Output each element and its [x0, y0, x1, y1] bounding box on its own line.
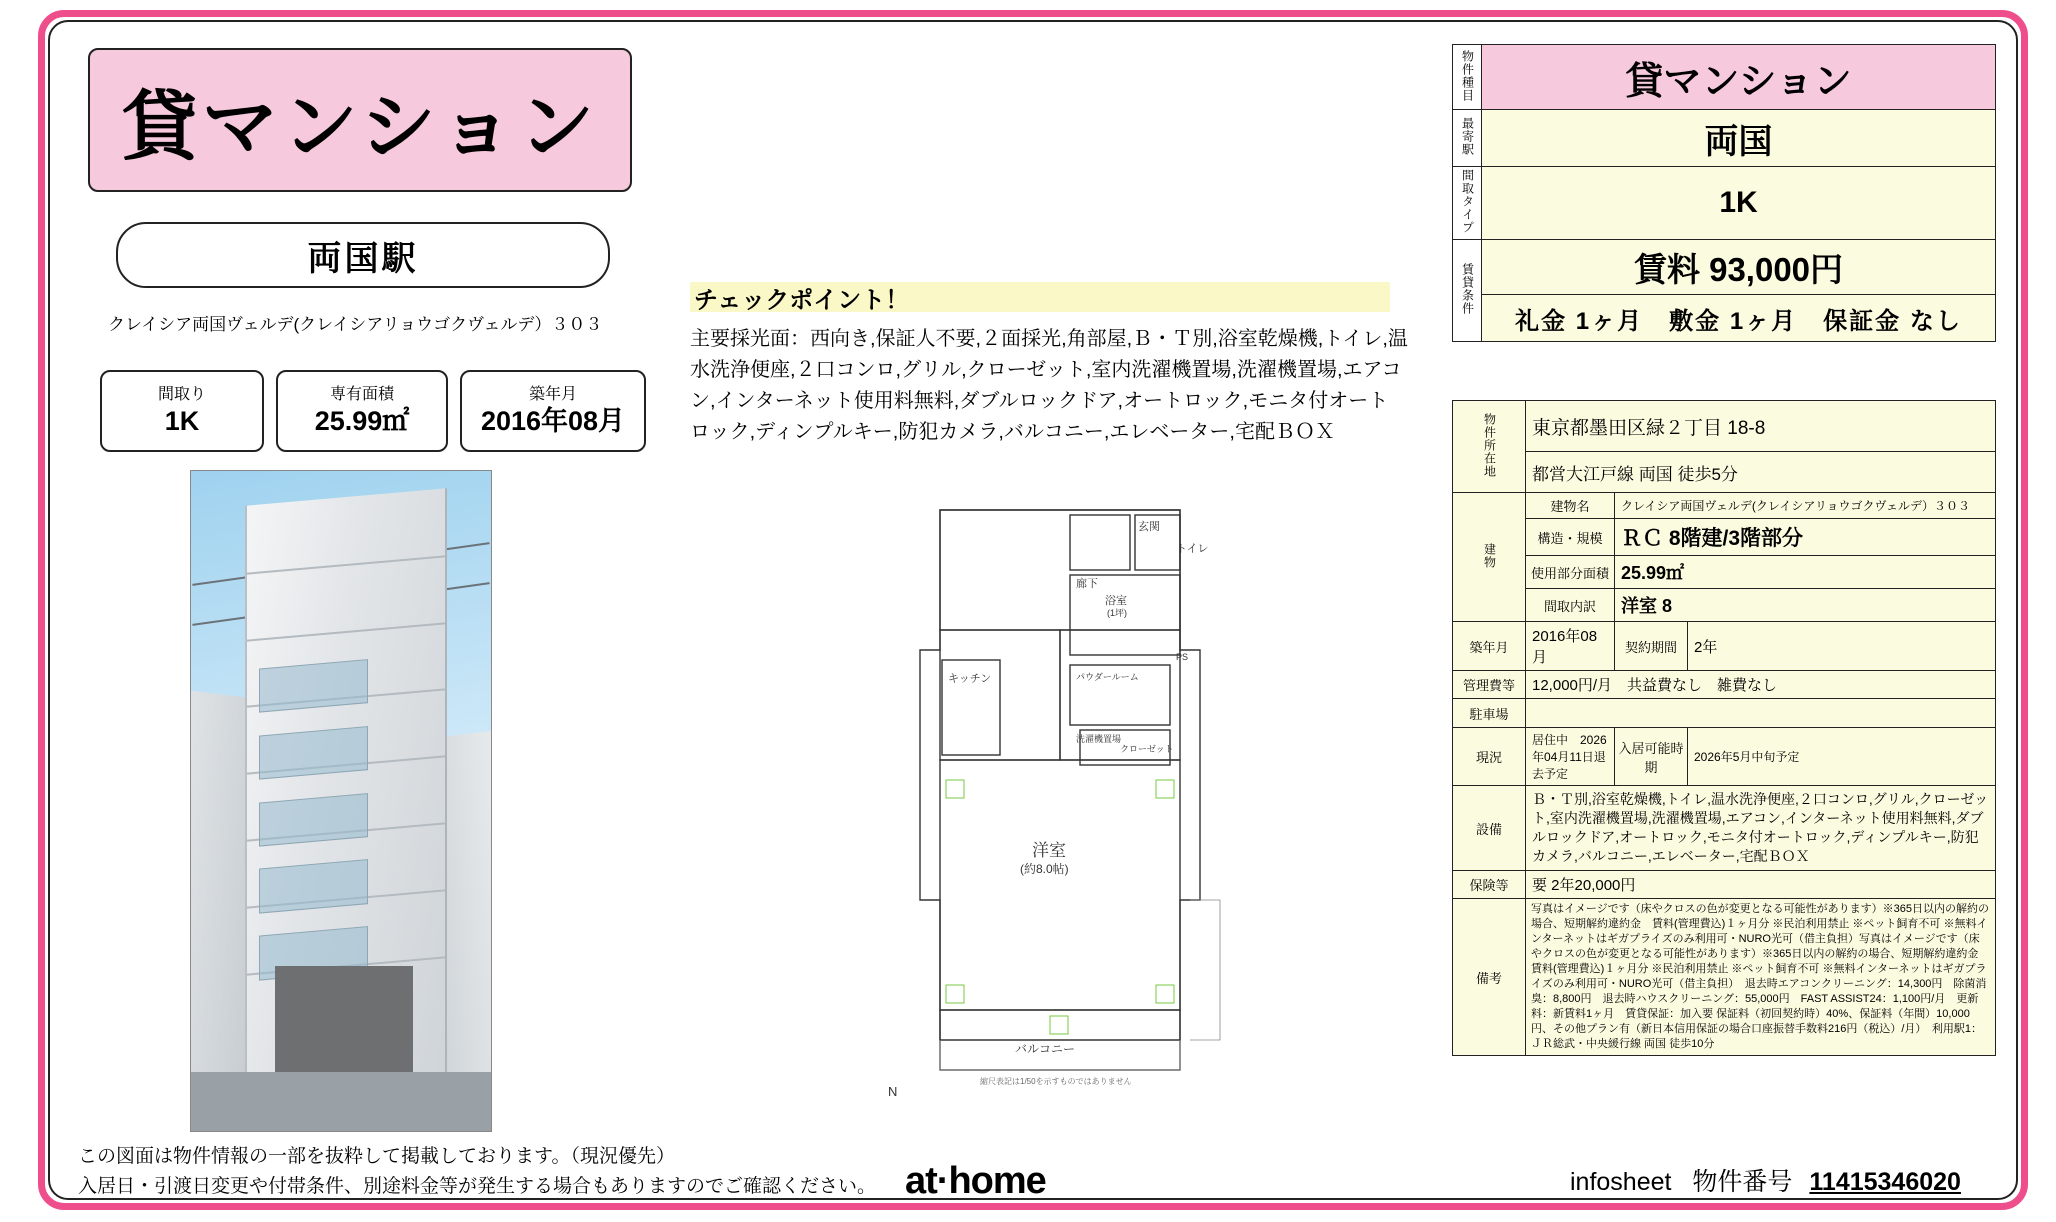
spec-row	[100, 370, 660, 448]
plan-room-kitchen: キッチン	[948, 673, 992, 685]
summary-value-madori: 1K	[1482, 167, 1996, 240]
detail-value-movein: 2026年5月中旬予定	[1688, 728, 1996, 786]
plan-room-rouka: 廊下	[1076, 578, 1098, 590]
footer-note-line1: この図面は物件情報の一部を抜粋して掲載しております。（現況優先）	[78, 1146, 675, 1167]
spec-area	[276, 370, 448, 452]
table-row	[1453, 622, 1996, 671]
property-type-title	[88, 48, 632, 192]
summary-value-station: 両国	[1482, 110, 1996, 167]
detail-label-address: 物件所在地	[1453, 401, 1526, 493]
plan-room-yoshitsu-size: (約8.0帖)	[1020, 862, 1069, 876]
photo-ground	[191, 1072, 491, 1131]
detail-value-year: 2016年08月	[1526, 622, 1615, 671]
checkpoint-body: 主要採光面：西向き,保証人不要,２面採光,角部屋,Ｂ・Ｔ別,浴室乾燥機,トイレ,温水洗浄便座,２口コンロ,グリル,クローゼット,室内洗濯機置場,洗濯機置場,エアコン,インターネット使用料無料,ダブルロックドア,オートロック,モニタ付オートロック,ディンプルキー,防犯カメラ,バルコニー,エレベーター,宅配ＢＯＸ	[690, 328, 1408, 443]
building-value-layout: 洋室 8	[1615, 589, 1996, 622]
detail-label-equip: 設備	[1453, 786, 1526, 871]
table-row	[1453, 295, 1996, 342]
spec-area-label: 専有面積	[329, 386, 394, 403]
detail-value-address: 東京都墨田区緑２丁目 18-8	[1526, 401, 1996, 452]
plan-room-bath-size: (1坪)	[1107, 608, 1127, 618]
table-row	[1453, 786, 1996, 871]
table-row	[1453, 167, 1996, 240]
infosheet-label: infosheet	[1570, 1168, 1672, 1196]
station-badge	[116, 222, 610, 288]
table-row	[1453, 519, 1996, 556]
detail-label-insurance: 保険等	[1453, 871, 1526, 899]
table-row	[1453, 45, 1996, 110]
plan-room-laundry: 洗濯機置場	[1076, 734, 1122, 744]
plan-room-yoshitsu: 洋室	[1032, 841, 1066, 860]
building-value-structure: ＲＣ 8階建/3階部分	[1615, 519, 1996, 556]
detail-value-mgmt: 12,000円/月 共益費なし 雑費なし	[1526, 671, 1996, 699]
table-row	[1453, 110, 1996, 167]
footer-note	[78, 1142, 978, 1202]
detail-value-status: 居住中 2026年04月11日退去予定	[1526, 728, 1615, 786]
summary-value-rent: 賃料 93,000円	[1482, 240, 1996, 295]
table-row	[1453, 699, 1996, 728]
building-label-layout: 間取内訳	[1526, 589, 1615, 622]
building-label-area: 使用部分面積	[1526, 556, 1615, 589]
detail-label-mgmt: 管理費等	[1453, 671, 1526, 699]
summary-table	[1452, 44, 1996, 342]
property-no-label: 物件番号	[1692, 1168, 1793, 1196]
detail-label-parking: 駐車場	[1453, 699, 1526, 728]
detail-label-remarks: 備考	[1453, 899, 1526, 1056]
plan-room-powderroom: パウダールーム	[1076, 672, 1139, 682]
property-type-text: 貸マンション	[121, 84, 599, 170]
summary-label-terms: 賃貸条件	[1453, 240, 1482, 342]
building-value-name: クレイシア両国ヴェルデ(クレイシアリョウゴクヴェルデ）３０３	[1615, 493, 1996, 519]
building-name: クレイシア両国ヴェルデ(クレイシアリョウゴクヴェルデ）３０３	[108, 315, 603, 334]
spec-madori-label: 間取り	[157, 386, 206, 403]
spec-madori	[100, 370, 264, 452]
detail-label-status: 現況	[1453, 728, 1526, 786]
detail-value-traffic: 都営大江戸線 両国 徒歩5分	[1526, 452, 1996, 493]
building-label-name: 建物名	[1526, 493, 1615, 519]
table-row	[1453, 452, 1996, 493]
table-row	[1453, 493, 1996, 519]
plan-room-toilet: トイレ	[1176, 543, 1209, 555]
spec-builtyear	[460, 370, 646, 452]
summary-label-type: 物件種目	[1453, 45, 1482, 110]
building-label-structure: 構造・規模	[1526, 519, 1615, 556]
table-row	[1453, 556, 1996, 589]
table-row	[1453, 899, 1996, 1056]
plan-room-bath: 浴室	[1105, 595, 1127, 607]
detail-value-insurance: 要 2年20,000円	[1526, 871, 1996, 899]
spec-builtyear-value: 2016年08月	[480, 406, 626, 436]
athome-logo	[905, 1160, 1046, 1203]
detail-label-contract: 契約期間	[1615, 622, 1688, 671]
summary-label-madori: 間取タイプ	[1453, 167, 1482, 240]
table-row	[1453, 671, 1996, 699]
footer-note-line2: 入居日・引渡日変更や付帯条件、別途料金等が発生する場合もありますのでご確認ください。	[78, 1176, 877, 1197]
table-row	[1453, 240, 1996, 295]
detail-value-contract: 2年	[1688, 622, 1996, 671]
spec-madori-value: 1K	[164, 406, 200, 436]
plan-room-balcony: バルコニー	[1015, 1042, 1076, 1056]
station-text: 両国駅	[307, 239, 419, 278]
exterior-photo	[190, 470, 492, 1132]
table-row	[1453, 871, 1996, 899]
checkpoint-title: チェックポイント！	[690, 282, 1390, 312]
spec-area-value: 25.99㎡	[314, 406, 410, 436]
summary-value-type: 貸マンション	[1482, 45, 1996, 110]
detail-value-remarks: 写真はイメージです（床やクロスの色が変更となる可能性があります）※365日以内の解約の場合、短期解約違約金 賃料(管理費込)１ヶ月分 ※民泊利用禁止 ※ペット飼育不可 ※無料インターネットはギガプライズのみ利用可・NURO光可（借主負担）写真はイメージです（床やクロスの色が変更となる可能性があります）※365日以内の解約の場合、短期解約違約金 賃料(管理費込)１ヶ月分 ※民泊利用禁止 ※ペット飼育不可 ※無料インターネットはギガプライズのみ利用可・NURO光可（借主負担） 退去時エアコンクリーニング：14,300円 除菌消臭：8,800円 退去時ハウスクリーニング：55,000円 FAST ASSIST24：1,100円/月 更新料：新賃料1ヶ月 賃貸保証：加入要 保証料（初回契約時）40%、保証料（年間）10,000円、その他プラン有（新日本信用保証の場合口座振替手数料216円（税込）/月） 利用駅1：ＪＲ総武・中央緩行線 両国 徒歩10分	[1526, 899, 1996, 1056]
spec-builtyear-label: 築年月	[528, 386, 577, 403]
summary-value-fees: 礼金 1ヶ月 敷金 1ヶ月 保証金 なし	[1482, 295, 1996, 342]
plan-room-closet: クローゼット	[1120, 744, 1174, 754]
floor-plan	[880, 480, 1400, 1130]
detail-table	[1452, 400, 1996, 1056]
building-value-area: 25.99㎡	[1615, 556, 1996, 589]
plan-room-genkan: 玄関	[1138, 521, 1160, 533]
plan-room-ps: PS	[1176, 652, 1189, 662]
table-row	[1453, 728, 1996, 786]
compass-icon: N	[888, 1084, 898, 1099]
athome-text: at·home	[905, 1160, 1046, 1202]
detail-label-building: 建物	[1453, 493, 1526, 622]
table-row	[1453, 401, 1996, 452]
table-row	[1453, 589, 1996, 622]
photo-entrance	[275, 966, 413, 1072]
detail-table-wrap	[1452, 400, 1996, 1056]
infosheet-footer	[1570, 1162, 1961, 1198]
summary-label-station: 最寄駅	[1453, 110, 1482, 167]
detail-value-parking	[1526, 699, 1996, 728]
plan-note: 縮尺表記は1/50を示すものではありません	[980, 1077, 1132, 1086]
detail-label-movein: 入居可能時期	[1615, 728, 1688, 786]
detail-label-year: 築年月	[1453, 622, 1526, 671]
property-no-value: 11415346020	[1809, 1168, 1961, 1196]
detail-value-equip: Ｂ・Ｔ別,浴室乾燥機,トイレ,温水洗浄便座,２口コンロ,グリル,クローゼット,室内洗濯機置場,洗濯機置場,エアコン,インターネット使用料無料,ダブルロックドア,オートロック,モニタ付オートロック,ディンプルキー,防犯カメラ,バルコニー,エレベーター,宅配ＢＯＸ	[1526, 786, 1996, 871]
summary-table-wrap	[1452, 44, 1996, 342]
